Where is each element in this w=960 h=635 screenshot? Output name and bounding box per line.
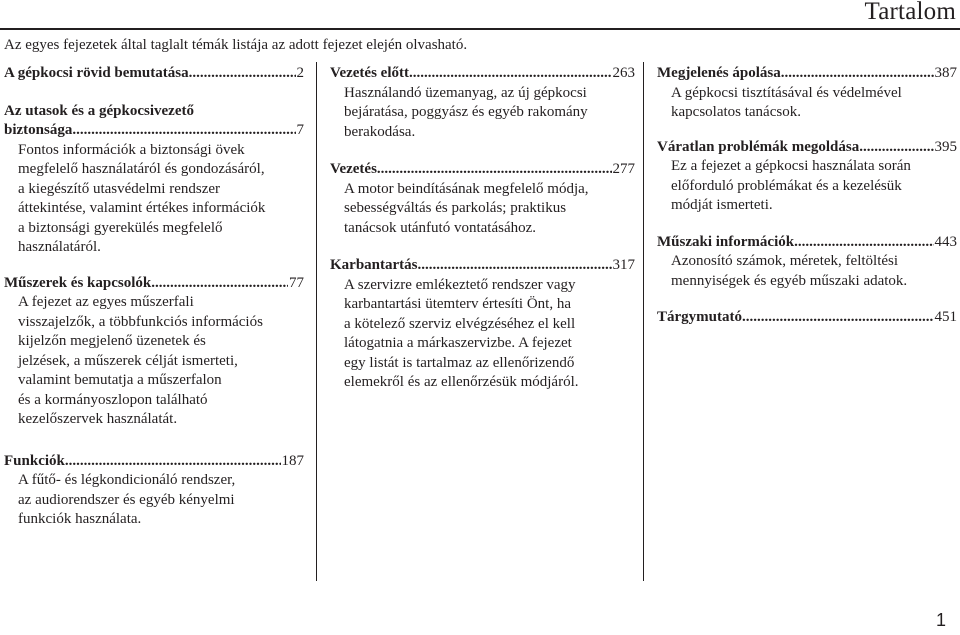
toc-entry-title: Műszaki információk [657,233,795,250]
description-line: módját ismerteti. [671,197,773,213]
description-line: kezelőszervek használatát. [18,411,178,427]
toc-entry-title: Vezetés [330,161,377,177]
description-line: egy listát is tartalmaz az ellenőrizendő [344,354,575,371]
description-line: mennyiségek és egyéb műszaki adatok. [671,272,908,289]
toc-entry-description [657,157,957,216]
toc-entry-title: Váratlan problémák megoldása [657,138,860,155]
dot-leader [794,233,933,253]
toc-entry-heading-row[interactable] [657,138,957,158]
description-line: A fűtő- és légkondicionáló rendszer, [18,472,236,488]
dot-leader [151,274,288,294]
toc-entry-title: Megjelenés ápolása [657,65,781,81]
description-line: az audiorendszer és egyéb kényelmi [18,491,235,508]
toc-entry-heading-row[interactable] [330,64,635,84]
toc-entry-title: Vezetés előtt [330,65,409,81]
toc-entry-heading-row[interactable] [4,274,304,294]
description-line: karbantartási ütemterv értesíti Önt, ha [344,296,571,312]
description-line: A fejezet az egyes műszerfali [18,294,194,310]
dot-leader [189,64,296,84]
description-line: kijelzőn megjelenő üzenetek és [18,333,206,349]
description-line: kapcsolatos tanácsok. [671,104,801,120]
description-line: bejáratása, poggyász és egyéb rakomány [344,104,588,120]
toc-entry-heading-row[interactable] [4,452,304,472]
dot-leader [377,160,612,180]
toc-entry-heading-line: Az utasok és a gépkocsivezető [4,102,194,119]
description-line: áttekintése, valamint értékes információk [18,200,266,216]
toc-column-2 [330,64,635,407]
toc-entry-title: biztonsága [4,122,73,138]
description-line: Ez a fejezet a gépkocsi használata során [671,158,911,174]
toc-entry-heading-row[interactable] [4,121,304,141]
description-line: A szervizre emlékeztető rendszer vagy [344,276,576,293]
description-line: Fontos információk a biztonsági övek [18,141,245,158]
toc-entry [330,256,635,393]
toc-entry-heading-row[interactable] [657,233,957,253]
toc-entry-description [330,84,635,143]
toc-entry [657,138,957,216]
toc-entry-page-number: 2 [296,65,304,81]
dot-leader [409,64,612,84]
description-line: jelzések, a műszerek célját ismerteti, [18,352,238,369]
toc-entry [657,308,957,328]
description-line: a kiegészítő utasvédelmi rendszer [18,180,221,197]
toc-entry-heading-row[interactable] [657,64,957,84]
toc-column-3 [657,64,957,342]
toc-entry-page-number: 7 [296,122,304,138]
column-divider [316,62,317,581]
page-title: Tartalom [864,0,956,25]
toc-entry-description [4,141,304,258]
toc-entry-title: Karbantartás [330,257,418,273]
toc-entry-page-number: 187 [281,452,304,469]
description-line: valamint bemutatja a műszerfalon [18,372,222,388]
toc-entry-description [330,276,635,393]
toc-entry-page-number: 443 [934,233,957,250]
description-line: tanácsok utánfutó vontatásához. [344,219,537,236]
toc-entry [4,274,304,430]
toc-entry [330,64,635,142]
toc-entry-description [4,293,304,430]
column-divider [643,62,644,581]
toc-entry [657,64,957,123]
toc-entry-page-number: 395 [934,138,957,155]
toc-entry-description [4,471,304,530]
toc-column-1 [4,64,304,544]
description-line: Használandó üzemanyag, az új gépkocsi [344,84,587,101]
toc-entry [4,102,304,258]
dot-leader [781,64,934,84]
description-line: A motor beindításának megfelelő módja, [344,180,589,197]
toc-entry [4,452,304,530]
toc-entry-heading-row[interactable] [330,160,635,180]
toc-entry-title: Tárgymutató [657,309,742,325]
toc-entry-page-number: 451 [934,309,957,325]
description-line: előforduló problémákat és a kezelésük [671,177,902,194]
description-line: elemekről és az ellenőrzésük módjáról. [344,374,579,390]
toc-entry-heading-row[interactable] [330,256,635,276]
toc-entry-page-number: 387 [934,65,957,81]
description-line: a biztonsági gyerekülés megfelelő [18,219,223,236]
toc-entry-description [657,252,957,291]
toc-entry-title: Műszerek és kapcsolók [4,274,152,291]
toc-entry-description [330,180,635,239]
description-line: Azonosító számok, méretek, feltöltési [671,253,899,269]
toc-entry-page-number: 277 [612,161,635,177]
dot-leader [859,138,933,158]
toc-entry-page-number: 263 [612,65,635,81]
description-line: sebességváltás és parkolás; praktikus [344,200,567,216]
toc-entry [330,160,635,238]
description-line: funkciók használata. [18,511,142,527]
description-line: A gépkocsi tisztításával és védelmével [671,84,902,101]
toc-entry-page-number: 77 [289,274,304,291]
toc-entry-title: Funkciók [4,452,65,469]
dot-leader [418,256,612,276]
toc-entry-description [657,84,957,123]
toc-entry-title: A gépkocsi rövid bemutatása [4,65,189,81]
description-line: visszajelzők, a többfunkciós információs [18,313,263,330]
dot-leader [742,308,934,328]
description-line: megfelelő használatáról és gondozásáról, [18,161,265,177]
description-line: használatáról. [18,239,101,255]
toc-entry-page-number: 317 [612,257,635,273]
description-line: és a kormányoszlopon található [18,391,208,408]
toc-entry-heading-row[interactable] [657,308,957,328]
dot-leader [72,121,295,141]
description-line: látogatnia a márkaszervizbe. A fejezet [344,335,572,351]
dot-leader [65,452,281,472]
page-number: 1 [935,610,946,630]
title-rule [0,28,960,30]
toc-entry-heading-row[interactable] [4,64,304,84]
toc-entry [4,64,304,84]
description-line: berakodása. [344,123,416,140]
intro-text: Az egyes fejezetek által taglalt témák listája az adott fejezet elején olvasható. [4,37,468,53]
toc-entry [657,233,957,292]
description-line: a kötelező szerviz elvégzéséhez el kell [344,315,576,332]
